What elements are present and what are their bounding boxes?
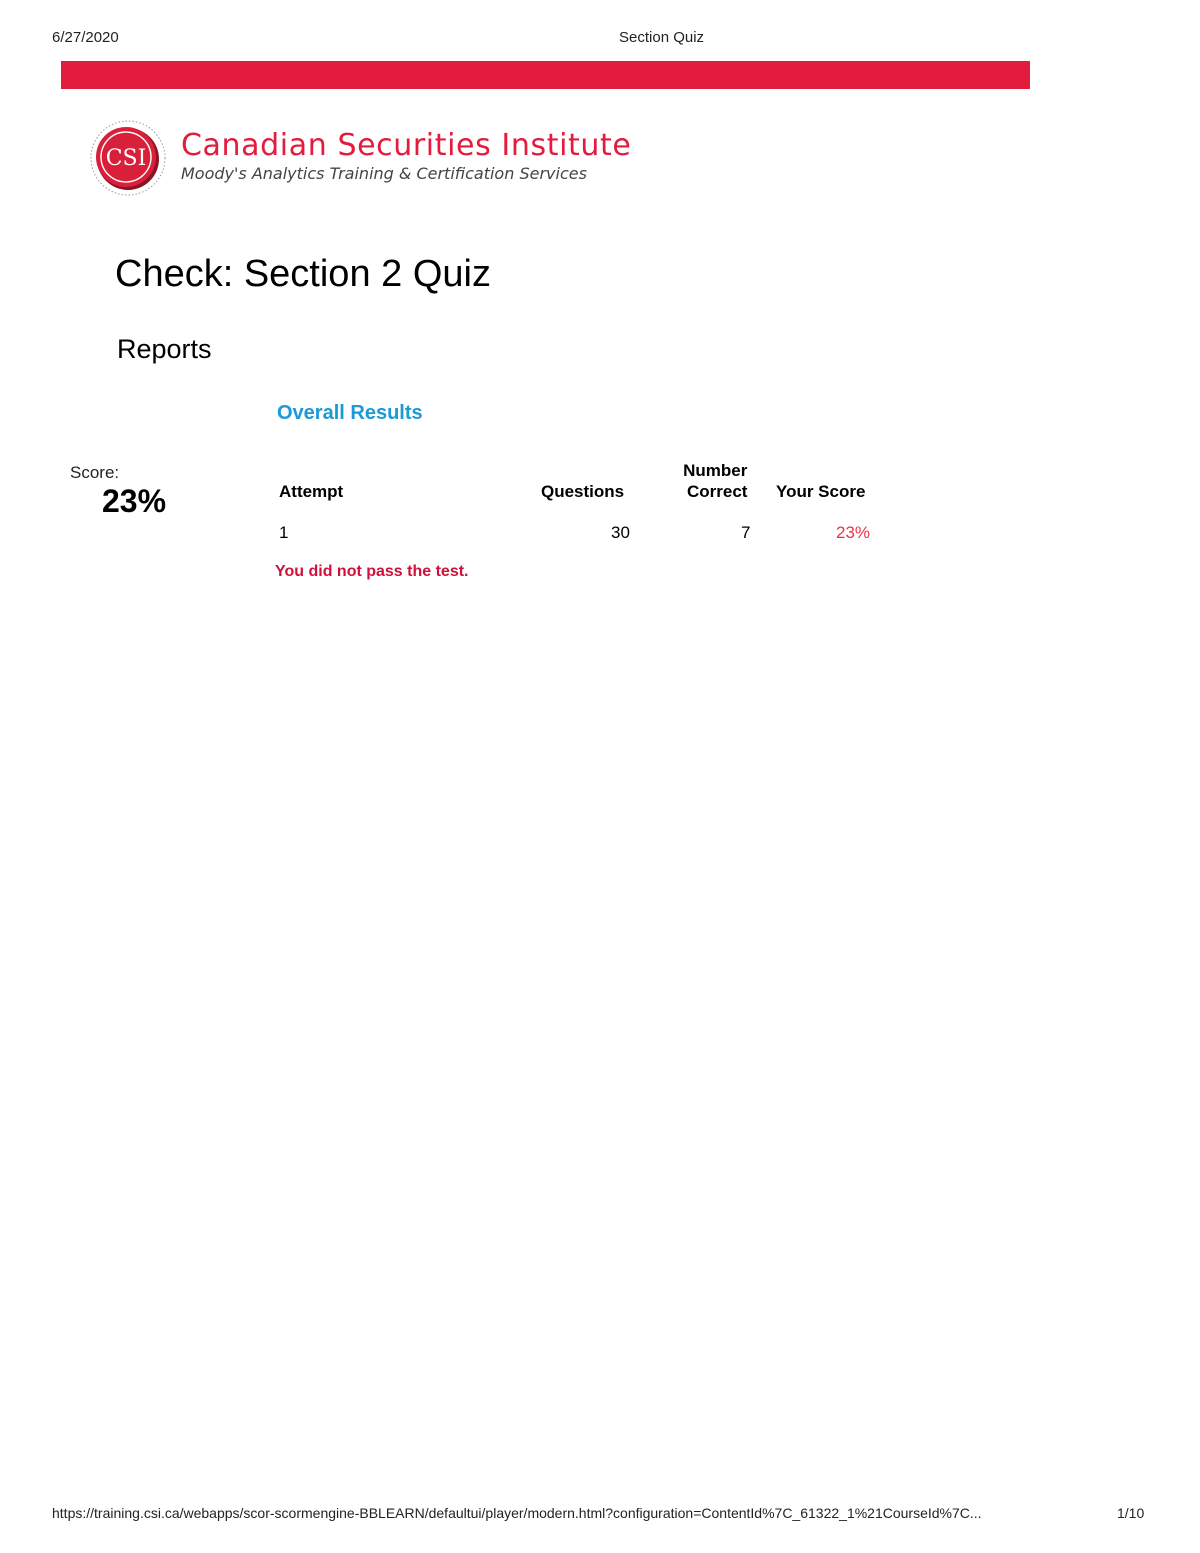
cell-questions: 30 (611, 523, 630, 542)
csi-logo (88, 118, 632, 200)
cell-your-score: 23% (836, 523, 871, 542)
cell-number-correct: 7 (741, 523, 751, 542)
brand-name: Canadian Securities Institute (181, 128, 632, 163)
overall-results-heading: Overall Results (277, 402, 423, 424)
section-title: Reports (117, 334, 212, 364)
brand-subtitle: Moody's Analytics Training & Certification Services (181, 164, 587, 183)
brand-banner (61, 61, 1030, 89)
footer-url: https://training.csi.ca/webapps/scor-scormengine-BBLEARN/defaultui/player/modern.html?configuration=ContentId%7C_61322_1%21CourseId%7C... (52, 1505, 982, 1521)
print-title: Section Quiz (619, 29, 705, 46)
score-value: 23% (102, 483, 167, 519)
column-header-attempt: Attempt (279, 482, 344, 501)
cell-attempt: 1 (279, 523, 289, 542)
score-summary (70, 463, 230, 520)
seal-text: CSI (105, 146, 147, 171)
print-date: 6/27/2020 (52, 29, 119, 46)
column-header-questions: Questions (541, 482, 625, 501)
column-header-number-correct-line1: Number (683, 461, 748, 480)
status-message: You did not pass the test. (275, 563, 469, 580)
column-header-your-score: Your Score (776, 482, 866, 501)
column-header-number-correct (683, 460, 747, 502)
page-title: Check: Section 2 Quiz (115, 253, 491, 295)
column-header-number-correct-line2: Correct (687, 482, 748, 501)
print-header (0, 29, 1200, 49)
csi-seal-icon (88, 118, 168, 198)
footer-page-number: 1/10 (1117, 1505, 1145, 1521)
score-label: Score: (70, 463, 120, 482)
